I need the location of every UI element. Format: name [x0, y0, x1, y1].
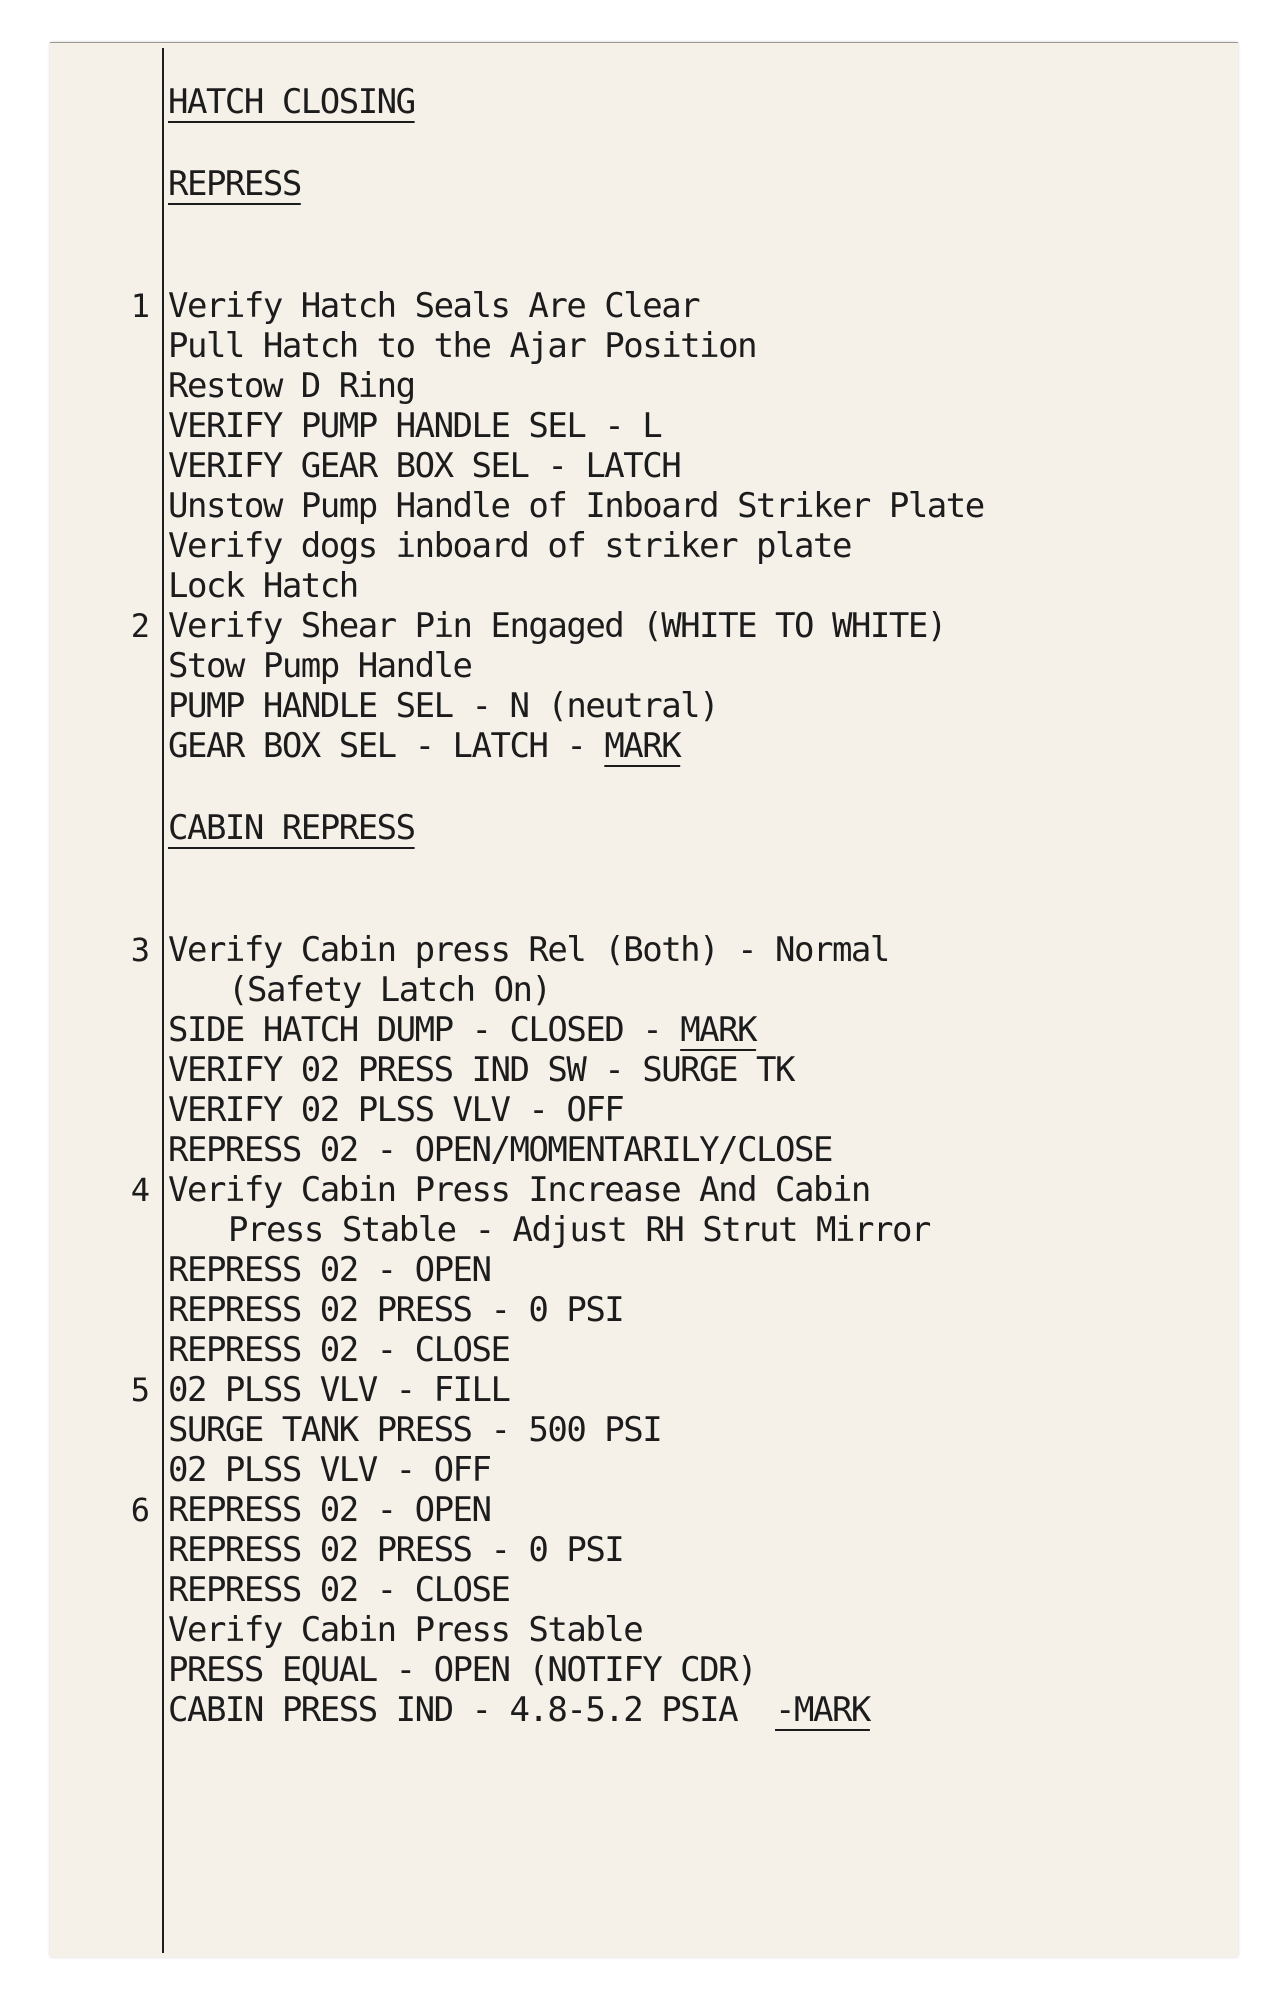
- checklist-line: Verify Cabin Press Increase And Cabin: [168, 1170, 870, 1210]
- checklist-line: VERIFY 02 PLSS VLV - OFF: [168, 1090, 624, 1130]
- checklist-line: (Safety Latch On): [228, 970, 551, 1010]
- checklist-line: Stow Pump Handle: [168, 646, 472, 686]
- checklist-line: Verify Cabin Press Stable: [168, 1610, 643, 1650]
- checklist-line: 02 PLSS VLV - FILL: [168, 1370, 510, 1410]
- checklist-line: Verify Cabin press Rel (Both) - Normal: [168, 930, 889, 970]
- mark-label: -MARK: [775, 1690, 870, 1730]
- checklist-line-text: GEAR BOX SEL - LATCH -: [168, 726, 605, 766]
- checklist-page: [50, 42, 1238, 1957]
- checklist-line: Verify dogs inboard of striker plate: [168, 526, 851, 566]
- checklist-line: Verify Shear Pin Engaged (WHITE TO WHITE): [168, 606, 946, 646]
- step-number: 2: [130, 607, 150, 645]
- checklist-line: Press Stable - Adjust RH Strut Mirror: [228, 1210, 930, 1250]
- checklist-line: SURGE TANK PRESS - 500 PSI: [168, 1410, 662, 1450]
- checklist-line: VERIFY GEAR BOX SEL - LATCH: [168, 446, 681, 486]
- checklist-line: Pull Hatch to the Ajar Position: [168, 326, 757, 366]
- checklist-line: PUMP HANDLE SEL - N (neutral): [168, 686, 719, 726]
- checklist-line: REPRESS 02 - CLOSE: [168, 1570, 510, 1610]
- checklist-line: REPRESS 02 - CLOSE: [168, 1330, 510, 1370]
- step-number: 4: [130, 1171, 150, 1209]
- checklist-line-text: SIDE HATCH DUMP - CLOSED -: [168, 1010, 681, 1050]
- step-number: 6: [130, 1491, 150, 1529]
- checklist-line: [168, 1690, 870, 1730]
- checklist-line: REPRESS 02 PRESS - 0 PSI: [168, 1530, 624, 1570]
- checklist-line: [168, 726, 680, 766]
- checklist-line: Unstow Pump Handle of Inboard Striker Plate: [168, 486, 984, 526]
- step-number: 3: [130, 931, 150, 969]
- checklist-line: [168, 1010, 756, 1050]
- checklist-line: 02 PLSS VLV - OFF: [168, 1450, 491, 1490]
- mark-label: MARK: [604, 726, 681, 766]
- checklist-line: REPRESS 02 - OPEN: [168, 1490, 491, 1530]
- checklist-line: REPRESS 02 PRESS - 0 PSI: [168, 1290, 624, 1330]
- step-number: 5: [130, 1371, 150, 1409]
- section-heading-repress: REPRESS: [168, 164, 301, 204]
- checklist-line: VERIFY 02 PRESS IND SW - SURGE TK: [168, 1050, 795, 1090]
- mark-label: MARK: [680, 1010, 757, 1050]
- checklist-line: Restow D Ring: [168, 366, 415, 406]
- checklist-line: PRESS EQUAL - OPEN (NOTIFY CDR): [168, 1650, 757, 1690]
- checklist-line: VERIFY PUMP HANDLE SEL - L: [168, 406, 662, 446]
- checklist-content: [50, 42, 1238, 1957]
- step-number: 1: [130, 287, 150, 325]
- section-heading-cabin-repress: CABIN REPRESS: [168, 808, 415, 848]
- checklist-line-text: CABIN PRESS IND - 4.8-5.2 PSIA: [168, 1690, 776, 1730]
- checklist-line: Lock Hatch: [168, 566, 358, 606]
- checklist-line: REPRESS 02 - OPEN/MOMENTARILY/CLOSE: [168, 1130, 832, 1170]
- checklist-line: REPRESS 02 - OPEN: [168, 1250, 491, 1290]
- section-heading-hatch-closing: HATCH CLOSING: [168, 82, 415, 122]
- checklist-line: Verify Hatch Seals Are Clear: [168, 286, 700, 326]
